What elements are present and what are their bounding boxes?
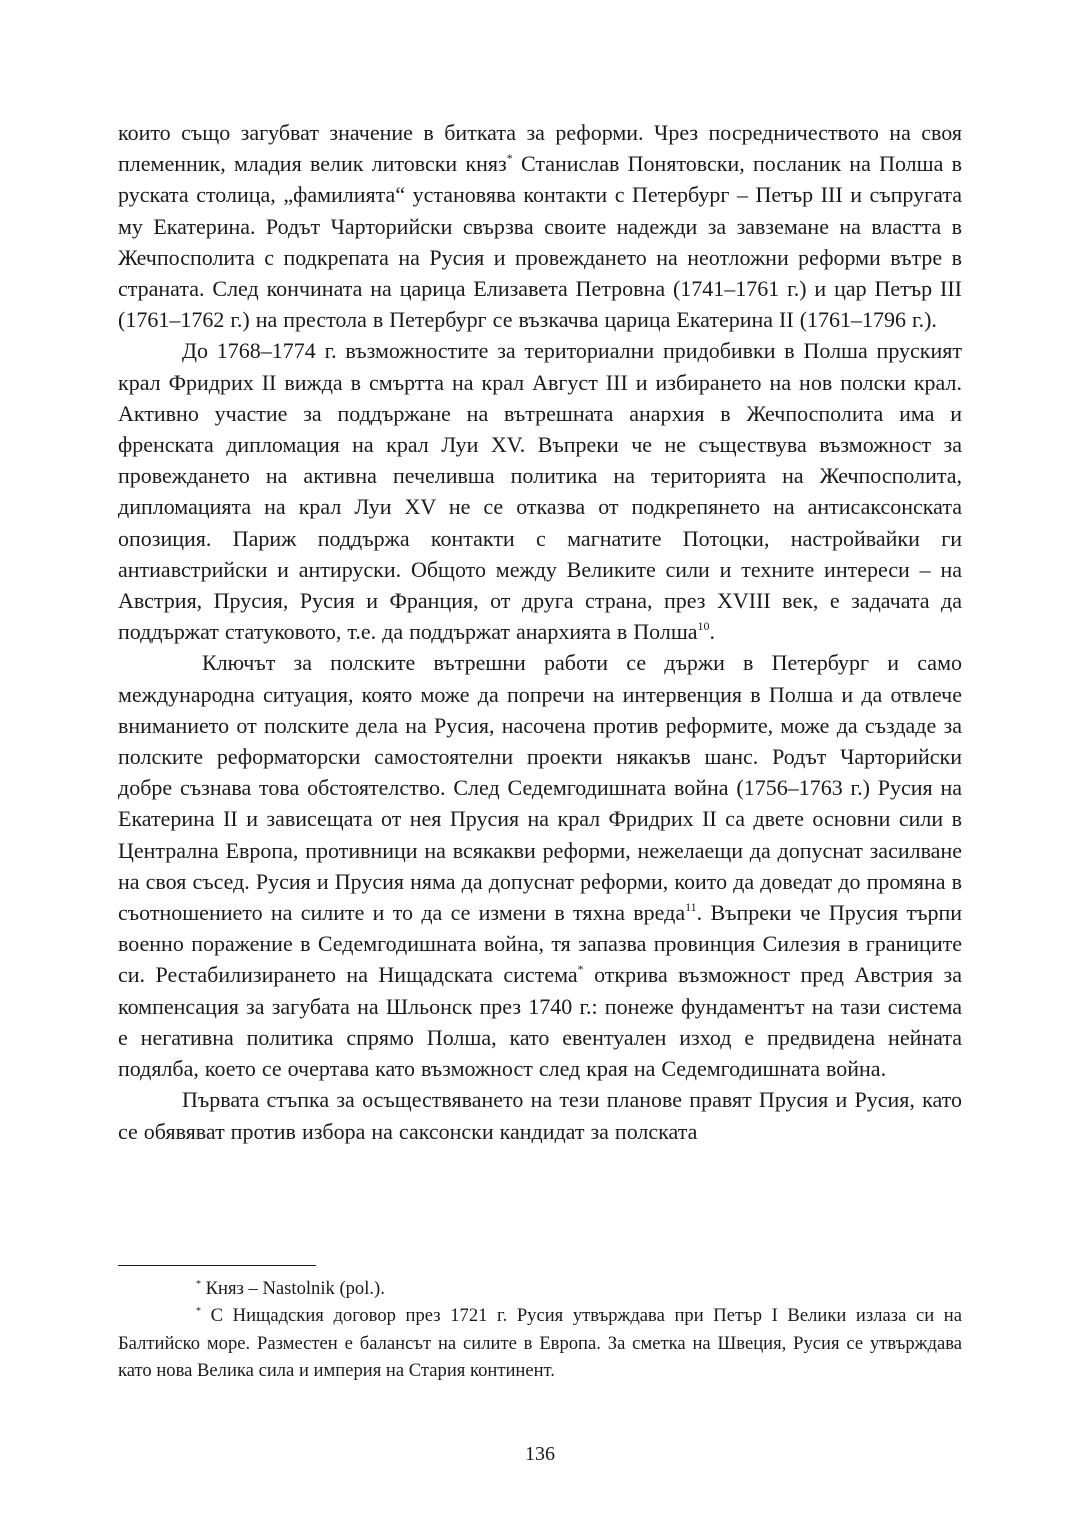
page-number: 136 (525, 1443, 555, 1465)
text-segment: Първата стъпка за осъществяването на тези планове правят Прусия и Русия, като се обявяват против избора на саксонски кандидат за полската (118, 1087, 962, 1144)
paragraph-1 (118, 117, 962, 335)
footnote-marker: * (196, 1279, 201, 1290)
footnote-text: Княз – Nastolnik (pol.). (201, 1278, 385, 1299)
text-segment: открива възможност пред Австрия за компенсация за загубата на Шльонск през 1740 г.: понеже фундаментът на тази система е негативна политика спрямо Полша, като евентуален изход е предвидена нейната подялба, което се очертава като възможност след края на Седемгодишната война. (118, 962, 962, 1082)
footnote-marker: * (506, 151, 513, 166)
paragraph-4 (118, 1084, 962, 1146)
footnote-ref-11: 11 (685, 900, 697, 915)
text-segment: Станислав Понятовски, посланик на Полша в руската столица, „фамилията“ установява контакти с Петербург – Петър III и съпругата му Екатерина. Родът Чарторийски свързва своите надежди за завземане на властта в Жечпосполита с подкрепата на Русия и провеждането на неотложни реформи вътре в страната. След кончината на царица Елизавета Петровна (1741–1761 г.) и цар Петър III (1761–1762 г.) на престола в Петербург се възкачва царица Екатерина II (1761–1796 г.). (118, 151, 962, 333)
main-text (118, 117, 962, 1147)
footnotes (118, 1275, 962, 1385)
text-segment: До 1768–1774 г. възможностите за териториални придобивки в Полша пруският крал Фридрих II вижда в смъртта на крал Август III и избирането на нов полски крал. Активно участие за поддържане на вътрешната анархия в Жечпосполита има и френската дипломация на крал Луи XV. Въпреки че не съществува възможност за провеждането на активна печеливша политика на територията на Жечпосполита, дипломацията на крал Луи XV не се отказва от подкрепянето на антисаксонската опозиция. Париж поддържа контакти с магнатите Потоцки, настройвайки ги антиавстрийски и антируски. Общото между Великите сили и техните интереси – на Австрия, Прусия, Русия и Франция, от друга страна, през XVIII век, е задачата да поддържат статуковото, т.е. да поддържат анархията в Полша (118, 338, 962, 645)
text-segment: . Въпреки че Прусия търпи военно поражение в Седемгодишната война, тя запазва провинция Силезия в границите си. Рестабилизирането на Нищадската система (118, 900, 962, 988)
paragraph-2 (118, 335, 962, 647)
footnote-separator (118, 1265, 316, 1266)
text-segment: . (709, 619, 716, 645)
footnote-text: С Нищадския договор през 1721 г. Русия утвърждава при Петър I Велики излаза си на Балтийско море. Разместен е балансът на силите в Европа. За сметка на Швеция, Русия се утвърждава като нова Велика сила и империя на Стария континент. (118, 1305, 962, 1382)
footnote-ref-10: 10 (697, 619, 710, 634)
footnote-marker: * (577, 962, 584, 977)
text-segment: които също загубват значение в битката за реформи. Чрез посредничеството на своя племенник, младия велик литовски княз (118, 120, 962, 177)
text-segment: Ключът за полските вътрешни работи се държи в Петербург и само международна ситуация, която може да попречи на интервенция в Полша и да отвлече вниманието от полските дела на Русия, насочена против реформите, може да създаде за полските реформаторски самостоятелни проекти някакъв шанс. Родът Чарторийски добре съзнава това обстоятелство. След Седемгодишната война (1756–1763 г.) Русия на Екатерина II и зависещата от нея Прусия на крал Фридрих II са двете основни сили в Централна Европа, противници на всякакви реформи, нежелаещи да допуснат засилване на своя съсед. Русия и Прусия няма да допуснат реформи, които да доведат до промяна в съотношението на силите и то да се измени в тяхна вреда (118, 650, 962, 926)
paragraph-3 (118, 647, 962, 1084)
footnote-1 (118, 1275, 962, 1302)
footnote-2 (118, 1302, 962, 1384)
footnote-marker: * (196, 1306, 201, 1318)
